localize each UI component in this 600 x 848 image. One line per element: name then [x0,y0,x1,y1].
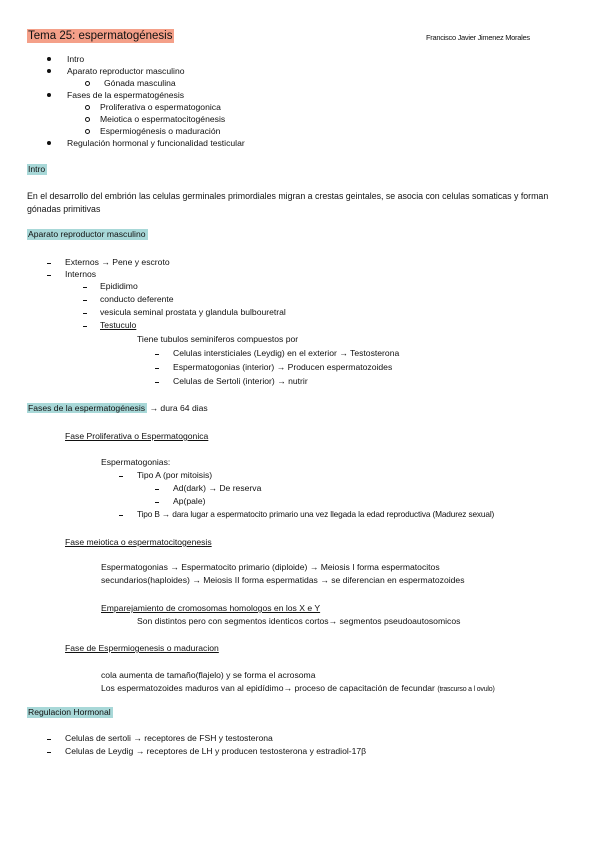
page-title: Tema 25: espermatogénesis [28,30,173,42]
pseudoautosomicos-text: Son distintos pero con segmentos identicos cortos→ segmentos pseudoautosomicos [137,616,461,626]
bullet-icon [47,57,51,61]
dash-bullet-icon [47,752,51,753]
dash-bullet-icon [155,382,159,383]
meiotica-line: secundarios(haploides) → Meiosis II forma espermatidas → se diferencian en espermatozoides [101,575,465,585]
subsection-meiotica: Fase meiotica o espermatocitogenesis [65,537,212,547]
bullet-icon [47,69,51,73]
subsection-espermiogenesis: Fase de Espermiogenesis o maduracion [65,643,219,653]
dash-bullet-icon [83,326,87,327]
list-item: Celulas de Sertoli (interior) → nutrir [173,376,308,386]
list-item: Tipo B → dara lugar a espermatocito primario una vez llegada la edad reproductiva (Madurez sexual) [137,509,495,519]
espermiogenesis-text: Los espermatozoides maduros van al epidídimo→ proceso de capacitación de fecundar [101,683,435,693]
dash-bullet-icon [83,313,87,314]
intro-paragraph: En el desarrollo del embrión las celulas germinales primordiales migran a crestas geintales, se asocia con celulas somaticas y forman gónadas primitivas [27,191,549,214]
section-heading-intro: Intro [28,164,46,174]
dash-bullet-icon [47,263,51,264]
dash-bullet-icon [47,739,51,740]
section-heading-aparato: Aparato reproductor masculino [28,229,146,239]
outline-item: Proliferativa o espermatogonica [100,102,221,112]
list-item: Espermatogonias (interior) → Producen espermatozoides [173,362,393,372]
list-item: Tipo A (por mitoisis) [137,470,213,480]
dash-bullet-icon [47,275,51,276]
list-item: Celulas de sertoli → receptores de FSH y testosterona [65,733,273,743]
list-item: Celulas intersticiales (Leydig) en el exterior → Testosterona [173,348,400,358]
author-name: Francisco Javier Jimenez Morales [426,33,530,42]
dash-bullet-icon [83,300,87,301]
dash-bullet-icon [119,515,123,516]
list-item: conducto deferente [100,294,174,304]
dash-bullet-icon [155,354,159,355]
circle-bullet-icon [85,117,90,122]
circle-bullet-icon [85,81,90,86]
outline-item: Gónada masculina [104,78,176,88]
list-item: Ad(dark) → De reserva [173,483,262,493]
fases-heading-label: Fases de la espermatogénesis [28,403,146,413]
list-item: Ap(pale) [173,496,206,506]
section-heading-fases [27,403,208,414]
dash-bullet-icon [83,287,87,288]
outline-item: Regulación hormonal y funcionalidad testicular [67,138,245,148]
emparejamiento-text: Emparejamiento de cromosomas homologos en los X e Y [101,603,321,613]
list-item: Celulas de Leydig → receptores de LH y producen testosterona y estradiol-17β [65,746,367,756]
dash-bullet-icon [155,368,159,369]
list-item-testiculo: Testuculo [100,320,137,330]
bullet-icon [47,141,51,145]
circle-bullet-icon [85,105,90,110]
outline-item: Fases de la espermatogénesis [67,90,185,100]
outline-item: Aparato reproductor masculino [67,66,185,76]
espermiogenesis-line: cola aumenta de tamaño(flajelo) y se forma el acrosoma [101,670,316,680]
espermiogenesis-line [101,683,495,695]
espermiogenesis-note: (trascurso a l ovulo) [437,686,495,693]
dash-bullet-icon [155,489,159,490]
section-heading-regulacion: Regulacion Hormonal [28,707,111,717]
list-item: Externos → Pene y escroto [65,257,170,267]
list-item: Internos [65,269,97,279]
list-item: vesicula seminal prostata y glandula bulbouretral [100,307,286,317]
list-item: Epididimo [100,281,138,291]
outline-item: Intro [67,54,85,64]
tubulos-text: Tiene tubulos seminiferos compuestos por [137,334,299,344]
outline-item: Espermiogénesis o maduración [100,126,221,136]
subsection-proliferativa: Fase Proliferativa o Espermatogonica [65,431,209,441]
dash-bullet-icon [155,502,159,503]
circle-bullet-icon [85,129,90,134]
fases-duration: → dura 64 dias [149,403,208,413]
outline-item: Meiotica o espermatocitogénesis [100,114,226,124]
bullet-icon [47,93,51,97]
dash-bullet-icon [119,476,123,477]
espermatogonias-label: Espermatogonias: [101,457,171,467]
meiotica-line: Espermatogonias → Espermatocito primario (diploide) → Meiosis I forma espermatocitos [101,562,440,572]
